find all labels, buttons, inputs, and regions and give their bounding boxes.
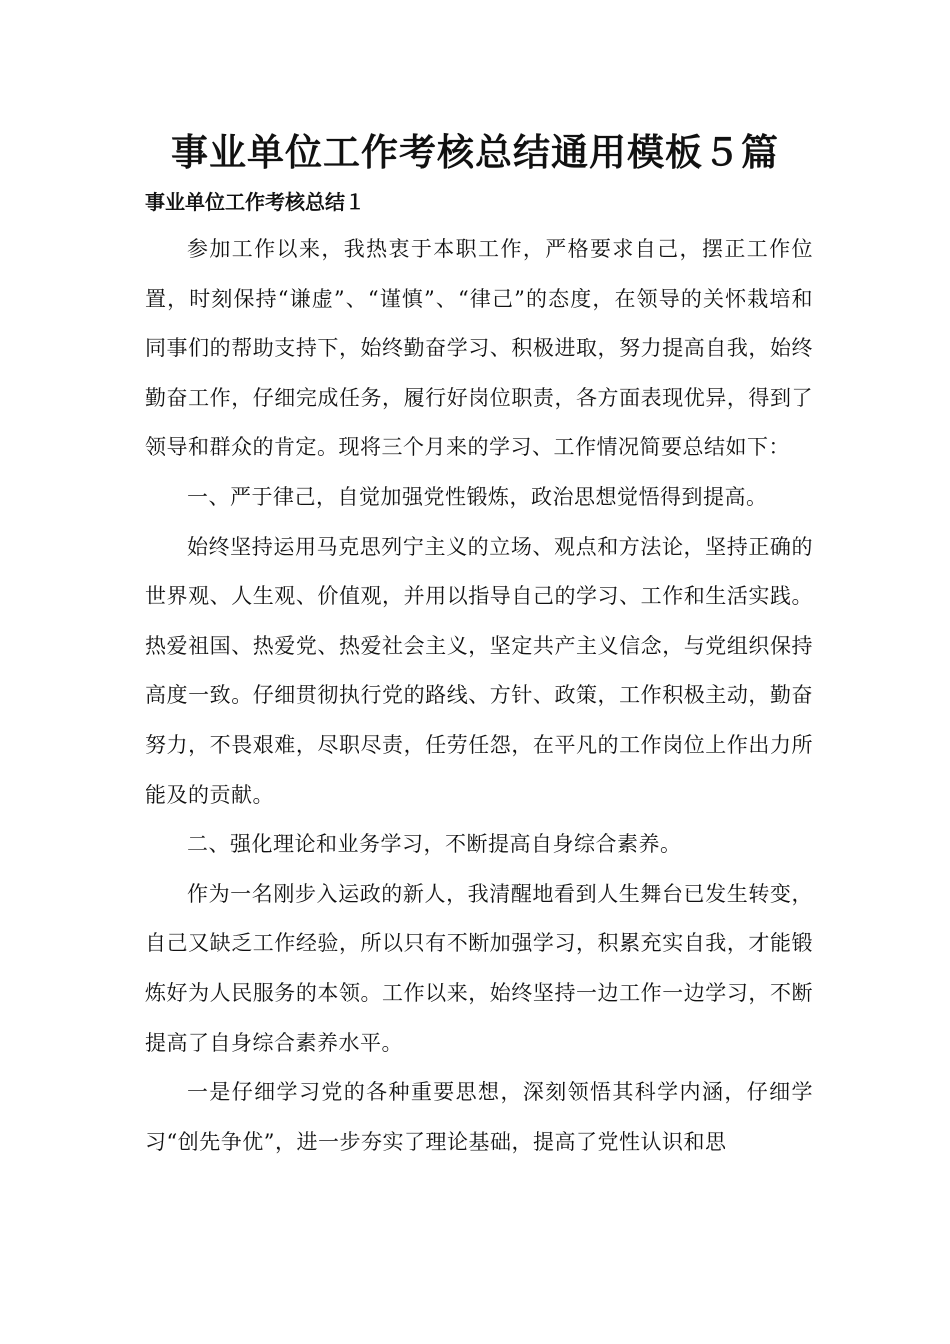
section-title: 事业单位工作考核总结１ xyxy=(145,190,365,214)
paragraph: 参加工作以来，我热衷于本职工作，严格要求自己，摆正工作位置，时刻保持“谦虚”、“谨慎”、“律己”的态度，在领导的关怀栽培和同事们的帮助支持下，始终勤奋学习、积极进取，努力提高自我，始终勤奋工作，仔细完成任务，履行好岗位职责，各方面表现优异，得到了领导和群众的肯定。现将三个月来的学习、工作情况简要总结如下： xyxy=(145,237,813,460)
document-title: 事业单位工作考核总结通用模板５篇 xyxy=(171,131,779,174)
paragraph: 始终坚持运用马克思列宁主义的立场、观点和方法论，坚持正确的世界观、人生观、价值观，并用以指导自己的学习、工作和生活实践。热爱祖国、热爱党、热爱社会主义，坚定共产主义信念，与党组织保持高度一致。仔细贯彻执行党的路线、方针、政策，工作积极主动，勤奋努力，不畏艰难，尽职尽责，任劳任怨，在平凡的工作岗位上作出力所能及的贡献。 xyxy=(145,534,813,807)
paragraph: 二、强化理论和业务学习，不断提高自身综合素养。 xyxy=(187,832,682,857)
paragraph: 一、严于律己，自觉加强党性锻炼，政治思想觉悟得到提高。 xyxy=(187,484,768,509)
paragraph: 一是仔细学习党的各种重要思想，深刻领悟其科学内涵，仔细学习“创先争优”，进一步夯实了理论基础，提高了党性认识和思 xyxy=(145,1080,813,1154)
document-body xyxy=(145,225,813,1167)
paragraph: 作为一名刚步入运政的新人，我清醒地看到人生舞台已发生转变，自己又缺乏工作经验，所以只有不断加强学习，积累充实自我，才能锻炼好为人民服务的本领。工作以来，始终坚持一边工作一边学习，不断提高了自身综合素养水平。 xyxy=(145,881,813,1055)
